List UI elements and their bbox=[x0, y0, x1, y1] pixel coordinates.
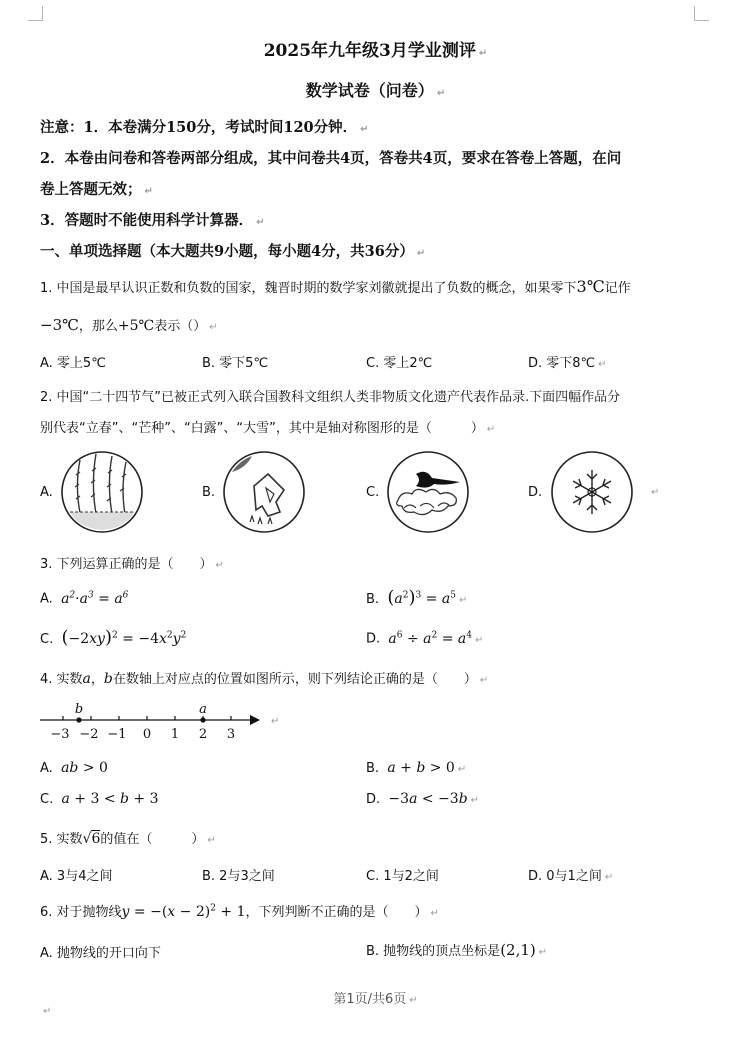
q2-option-d-label[interactable]: D. bbox=[528, 485, 543, 500]
q2-stem-line-2: 别代表“立春”、“芒种”、“白露”、“大雪”，其中是轴对称图形的是（ ） ↵ bbox=[40, 421, 496, 436]
q3-option-d[interactable]: D. $a^6 \div a^2 = a^4$ ↵ bbox=[366, 630, 484, 647]
notice-line-1: 注意：1．本卷满分150分，考试时间120分钟． ↵ bbox=[40, 119, 369, 136]
q6-option-b[interactable]: B. 抛物线的顶点坐标是(2,1) ↵ bbox=[366, 941, 548, 959]
page-footer: 第1页/共6页 ↵ bbox=[333, 992, 418, 1007]
q2-figure-lichun bbox=[60, 450, 144, 534]
q3-stem: 3. 下列运算正确的是（ ） ↵ bbox=[40, 557, 224, 572]
q1-option-a[interactable]: A. 零上5℃ bbox=[40, 356, 106, 371]
q4-option-d[interactable]: D. −3a < −3b ↵ bbox=[366, 791, 480, 807]
q4-option-c[interactable]: C. a + 3 < b + 3 bbox=[40, 791, 159, 807]
q4-option-b[interactable]: B. a + b > 0 ↵ bbox=[366, 760, 467, 776]
q4-tick-label: −1 bbox=[107, 727, 127, 742]
q1-option-d[interactable]: D. 零下8℃ ↵ bbox=[528, 356, 607, 371]
q2-option-c-label[interactable]: C. bbox=[366, 485, 380, 500]
q5-stem: 5. 实数√6的值在（ ） ↵ bbox=[40, 831, 216, 847]
q5-option-d[interactable]: D. 0与1之间 ↵ bbox=[528, 869, 614, 884]
q2-option-b-label[interactable]: B. bbox=[202, 485, 216, 500]
q3-option-c[interactable]: C. $(-2xy)^2 = -4x^2y^2$ bbox=[40, 627, 187, 648]
q3-option-b[interactable]: B. $(a^2)^3 = a^5$ ↵ bbox=[366, 587, 468, 608]
end-return-mark: ↵ bbox=[43, 1006, 52, 1017]
q4-tick-label: 3 bbox=[226, 727, 236, 742]
q4-tick-label: 0 bbox=[142, 727, 152, 742]
q5-option-a[interactable]: A. 3与4之间 bbox=[40, 869, 113, 884]
q5-option-c[interactable]: C. 1与2之间 bbox=[366, 869, 439, 884]
q3-option-a[interactable]: A. $a^2\cdot a^3 = a^6$ bbox=[40, 590, 129, 607]
exam-title: 2025年九年级3月学业测评 ↵ bbox=[263, 41, 488, 61]
q4-point-a-label: a bbox=[199, 702, 207, 717]
q4-point-b-label: b bbox=[74, 702, 84, 717]
q4-tick-label: 2 bbox=[198, 727, 208, 742]
notice-line-4: 3．答题时不能使用科学计算器． ↵ bbox=[40, 212, 265, 229]
q2-option-a-label[interactable]: A. bbox=[40, 485, 53, 500]
q1-stem-line-1: 1. 中国是最早认识正数和负数的国家，魏晋时期的数学家刘徽就提出了负数的概念，如果零下3℃记作 bbox=[40, 277, 631, 296]
q5-option-b[interactable]: B. 2与3之间 bbox=[202, 869, 275, 884]
exam-subtitle: 数学试卷（问卷） ↵ bbox=[305, 81, 446, 100]
q6-option-a[interactable]: A. 抛物线的开口向下 bbox=[40, 946, 161, 961]
q2-stem-line-1: 2. 中国“二十四节气”已被正式列入联合国教科文组织人类非物质文化遗产代表作品录.下面四幅作品分 bbox=[40, 390, 621, 405]
section-1-title: 一、单项选择题（本大题共9小题，每小题4分，共36分） ↵ bbox=[40, 243, 426, 260]
q1-option-c[interactable]: C. 零上2℃ bbox=[366, 356, 433, 371]
q4-tick-label: −2 bbox=[79, 727, 99, 742]
notice-line-2: 2．本卷由问卷和答卷两部分组成，其中问卷共4页，答卷共4页，要求在答卷上答题，在问 bbox=[40, 150, 622, 167]
q1-option-b[interactable]: B. 零下5℃ bbox=[202, 356, 269, 371]
notice-line-3: 卷上答题无效； ↵ bbox=[40, 181, 153, 198]
crop-mark-top-left bbox=[28, 6, 43, 21]
q2-figure-mangzhong bbox=[222, 450, 306, 534]
q4-tick-label: 1 bbox=[170, 727, 180, 742]
q6-stem: 6. 对于抛物线$y = -(x - 2)^2 + 1$，下列判断不正确的是（ ） ↵ bbox=[40, 903, 439, 920]
q4-stem: 4. 实数a，b在数轴上对应点的位置如图所示，则下列结论正确的是（ ） ↵ bbox=[40, 671, 489, 687]
q4-number-line bbox=[38, 700, 268, 744]
q2-figures-return: ↵ bbox=[651, 487, 660, 498]
q4-tick-label: −3 bbox=[50, 727, 70, 742]
q1-stem-line-2: −3℃，那么+5℃表示（） ↵ bbox=[40, 316, 218, 334]
q2-figure-bailu bbox=[386, 450, 470, 534]
q2-figure-daxue bbox=[550, 450, 634, 534]
crop-mark-top-right bbox=[694, 6, 709, 21]
q4-option-a[interactable]: A. ab > 0 bbox=[40, 760, 108, 776]
q4-figure-return: ↵ bbox=[271, 716, 280, 727]
